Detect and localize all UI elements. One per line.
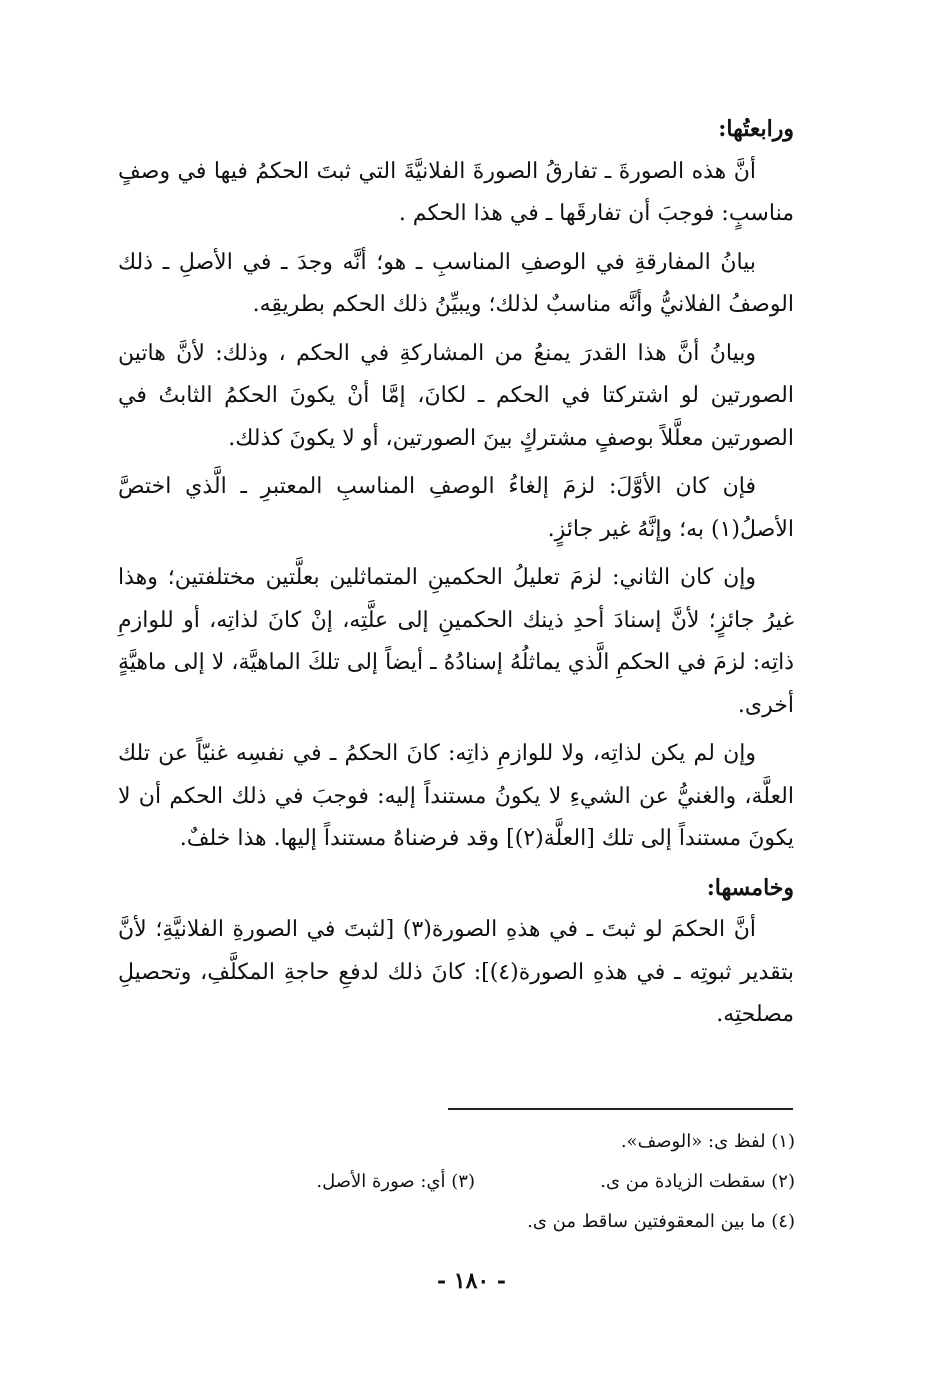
paragraph-6: وإن لم يكن لذاتِه، ولا للوازمِ ذاتِه: كانَ الحكمُ ـ في نفسِه غنيّاً عن تلك العلَّة، والغنيُّ عن الشيءِ لا يكونُ مستنداً إليه: فوجبَ في ذلك الحكم أن لا يكونَ مستنداً إلى تلك [العلَّة(٢)] وقد فرضناهُ مستنداً إليها. هذا خلفٌ.: [118, 741, 794, 851]
footnote-1: (١) لفظ ى: «الوصف».: [620, 1131, 795, 1152]
main-text: [118, 108, 794, 1043]
paragraph-4: فإن كان الأوَّلَ: لزمَ إلغاءُ الوصفِ المناسبِ المعتبرِ ـ الَّذي اختصَّ الأصلُ(١) به؛ وإنَّهُ غير جائزٍ.: [118, 474, 794, 542]
footnotes: [150, 1122, 795, 1242]
paragraph-5: وإن كان الثاني: لزمَ تعليلُ الحكمينِ المتماثلين بعلَّتين مختلفتين؛ وهذا غيرُ جائزٍ؛ لأنَّ إسنادَ أحدِ ذينك الحكمينِ إلى علَّتِه، إنْ كانَ لذاتِه، أو للوازمِ ذاتِه: لزمَ في الحكمِ الَّذي يماثلُهُ إسنادُهُ ـ أيضاً إلى تلكَ الماهيَّة، لا إلى ماهيَّةٍ أخرى.: [118, 565, 794, 718]
footnote-4: (٤) ما بين المعقوفتين ساقط من ى.: [527, 1211, 795, 1232]
footnote-row: [150, 1122, 795, 1162]
footnote-row: [150, 1162, 795, 1202]
section-heading-fifth: وخامسها:: [706, 874, 794, 901]
paragraph-1: أنَّ هذه الصورةَ ـ تفارقُ الصورةَ الفلانيَّةَ التي ثبتَ الحكمُ فيها في وصفٍ مناسبٍ: فوجبَ أن تفارقَها ـ في هذا الحكم .: [118, 158, 794, 226]
section-heading-fourth: ورابعتُها:: [718, 116, 794, 142]
paragraph-2: بيانُ المفارقةِ في الوصفِ المناسبِ ـ هو؛ أنَّه وجدَ ـ في الأصلِ ـ ذلك الوصفُ الفلانيُّ وأنَّه مناسبٌ لذلك؛ ويبيِّنُ ذلك الحكم بطريقِه.: [118, 249, 794, 317]
paragraph-3: وبيانُ أنَّ هذا القدرَ يمنعُ من المشاركةِ في الحكم ، وذلك: لأنَّ هاتين الصورتين لو اشتركتا في الحكم ـ لكانَ، إمَّا أنْ يكونَ الحكمُ الثابتُ في الصورتين معلَّلاً بوصفٍ مشتركٍ بينَ الصورتين، أو لا يكونَ كذلك.: [118, 340, 794, 451]
footnote-row: [150, 1202, 795, 1242]
footnote-divider: [448, 1108, 793, 1110]
page-number: - ١٨٠ -: [436, 1268, 507, 1294]
footnote-3: (٣) أي: صورة الأصل.: [316, 1171, 475, 1192]
paragraph-7: أنَّ الحكمَ لو ثبتَ ـ في هذهِ الصورة(٣) [لثبتَ في الصورةِ الفلانيَّةِ؛ لأنَّ بتقدير ثبوتِه ـ في هذهِ الصورة(٤)]: كانَ ذلك لدفعِ حاجةِ المكلَّفِ، وتحصيلِ مصلحتِه.: [118, 917, 794, 1027]
footnote-2: (٢) سقطت الزيادة من ى.: [600, 1171, 795, 1192]
